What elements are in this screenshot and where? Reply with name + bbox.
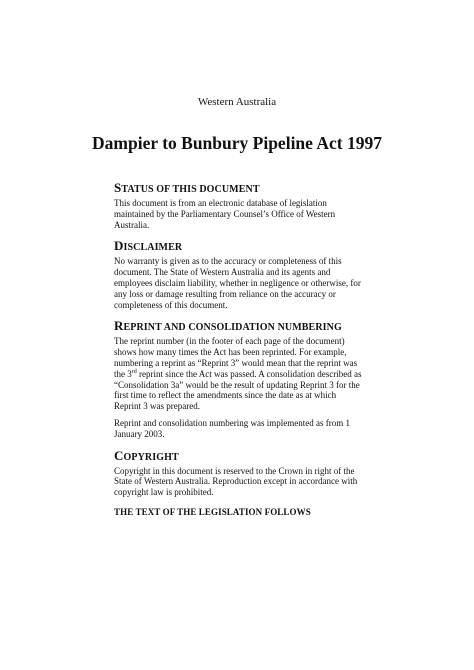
status-heading-initial: S <box>114 180 122 195</box>
status-body: This document is from an electronic database of legislation maintained by the Parliamentary Counsel’s Office of Western Australia. <box>114 198 336 230</box>
status-heading-rest: TATUS OF THIS DOCUMENT <box>121 184 260 195</box>
jurisdiction-label: Western Australia <box>197 96 277 108</box>
copyright-section <box>114 449 364 498</box>
legislation-follows-note: THE TEXT OF THE LEGISLATION FOLLOWS <box>114 506 311 517</box>
reprint-heading <box>114 319 364 335</box>
reprint-section <box>114 319 364 439</box>
copyright-heading-rest: OPYRIGHT <box>123 451 179 463</box>
reprint-body-part1: The reprint number (in the footer of each page of the document) shows how many times the Act has been reprinted. For example, numbering a reprint as “Reprint 3” would mean that the reprint was the 3 <box>114 336 358 379</box>
reprint-heading-rest: EPRINT AND CONSOLIDATION NUMBERING <box>123 322 342 334</box>
reprint-body-note: Reprint and consolidation numbering was implemented as from 1 January 2003. <box>114 417 350 439</box>
copyright-heading <box>114 449 364 465</box>
reprint-body <box>114 336 364 412</box>
disclaimer-heading <box>114 239 364 255</box>
copyright-heading-initial: C <box>114 447 124 463</box>
reprint-body-part2: reprint since the Act was passed. A consolidation described as “Consolidation 3a” would be the result of updating Reprint 3 for the first time to reflect the amendments since the date as at which Reprint 3 was prepared. <box>114 368 362 412</box>
status-section <box>114 181 364 230</box>
disclaimer-body: No warranty is given as to the accuracy or completeness of this document. The State of Western Australia and its agents and employees disclaim liability, whether in negligence or otherwise, for any loss or damage resulting from reliance on the accuracy or completeness of this document. <box>114 256 361 310</box>
copyright-body: Copyright in this document is reserved to the Crown in right of the State of Western Australia. Reproduction except in accordance with copyright law is prohibited. <box>114 465 358 498</box>
disclaimer-heading-rest: ISCLAIMER <box>123 242 183 254</box>
disclaimer-section <box>114 239 364 310</box>
notice-content <box>114 181 364 517</box>
reprint-heading-initial: R <box>114 318 124 334</box>
act-title: Dampier to Bunbury Pipeline Act 1997 <box>92 133 382 153</box>
status-heading <box>114 181 364 197</box>
disclaimer-heading-initial: D <box>114 238 124 254</box>
reprint-body-superscript: rd <box>131 368 137 375</box>
